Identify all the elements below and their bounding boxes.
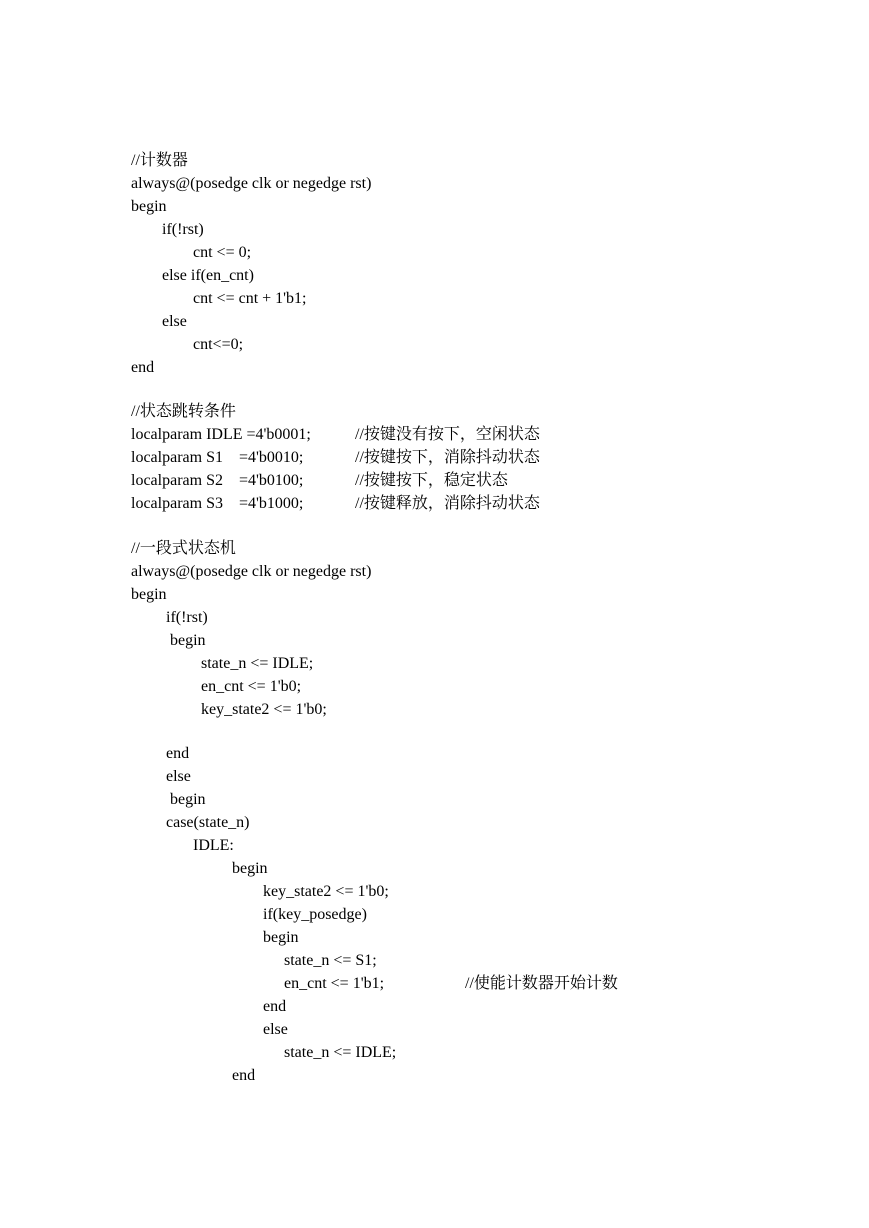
code-text: key_state2 <= 1'b0;: [263, 883, 389, 900]
code-line-fsm-idle-if: [0, 904, 367, 926]
code-text: begin: [131, 586, 167, 603]
param-comment: //按键按下，稳定状态: [355, 472, 508, 489]
code-line-fsm-idle-begin: [0, 858, 268, 880]
code-line-counter-clear: [0, 334, 244, 356]
code-line-fsm-en-cnt-reset: [0, 676, 302, 698]
code-line-param-idle: [0, 424, 540, 446]
code-line-counter-begin: [0, 196, 167, 218]
code-line-fsm-end-reset: [0, 743, 190, 765]
code-text: begin: [263, 929, 299, 946]
code-text: state_n <= IDLE;: [201, 655, 314, 672]
code-text: if(!rst): [166, 609, 208, 626]
code-line-counter-always: [0, 173, 372, 195]
code-line-fsm-idle-if-begin: [0, 927, 299, 949]
code-line-counter-end: [0, 357, 155, 379]
code-text: begin: [232, 860, 268, 877]
code-line-param-s2: [0, 470, 508, 492]
code-line-fsm-state-reset: [0, 653, 314, 675]
param-declaration: localparam S1 =4'b0010;: [131, 449, 304, 466]
code-text: key_state2 <= 1'b0;: [201, 701, 327, 718]
code-text: end: [131, 359, 155, 376]
code-line-counter-cnt-reset: [0, 242, 252, 264]
code-text: cnt <= 0;: [193, 244, 252, 261]
code-text: IDLE:: [193, 837, 234, 854]
code-line-counter-else-if: [0, 265, 254, 287]
code-line-counter-increment: [0, 288, 307, 310]
code-text: state_n <= S1;: [284, 952, 377, 969]
param-declaration: localparam S2 =4'b0100;: [131, 472, 304, 489]
code-line-fsm-case: [0, 812, 250, 834]
code-text: en_cnt <= 1'b0;: [201, 678, 302, 695]
code-line-fsm-idle-else: [0, 1019, 288, 1041]
param-declaration: localparam S3 =4'b1000;: [131, 495, 304, 512]
code-text: end: [263, 998, 287, 1015]
code-text: always@(posedge clk or negedge rst): [131, 563, 372, 580]
param-comment: //按键按下，消除抖动状态: [355, 449, 540, 466]
code-text: begin: [170, 632, 206, 649]
param-comment: //按键释放，消除抖动状态: [355, 495, 540, 512]
code-text: begin: [131, 198, 167, 215]
comment-text: //状态跳转条件: [131, 403, 236, 420]
code-text: if(!rst): [162, 221, 204, 238]
code-line-fsm-idle-state-idle: [0, 1042, 397, 1064]
param-comment: //按键没有按下，空闲状态: [355, 426, 540, 443]
code-line-fsm-idle-end: [0, 1065, 256, 1087]
code-line-fsm-comment: [0, 538, 236, 560]
code-line-fsm-idle-label: [0, 835, 234, 857]
code-line-param-s1: [0, 447, 540, 469]
code-text: en_cnt <= 1'b1;: [284, 975, 385, 992]
code-text: else: [162, 313, 187, 330]
comment-text: //使能计数器开始计数: [465, 975, 618, 992]
code-line-fsm-always: [0, 561, 372, 583]
code-line-fsm-begin-else: [0, 789, 206, 811]
code-text: if(key_posedge): [263, 906, 367, 923]
code-line-param-s3: [0, 493, 540, 515]
code-line-fsm-idle-if-end: [0, 996, 287, 1018]
code-line-params-comment: [0, 401, 236, 423]
code-line-fsm-else: [0, 766, 191, 788]
code-text: else: [263, 1021, 288, 1038]
code-text: cnt<=0;: [193, 336, 244, 353]
code-text: always@(posedge clk or negedge rst): [131, 175, 372, 192]
code-text: begin: [170, 791, 206, 808]
code-line-counter-comment: [0, 150, 188, 172]
code-text: else: [166, 768, 191, 785]
code-line-counter-else: [0, 311, 187, 333]
code-text: state_n <= IDLE;: [284, 1044, 397, 1061]
code-text: end: [166, 745, 190, 762]
code-line-fsm-idle-state-s1: [0, 950, 377, 972]
code-line-fsm-key-state2-reset: [0, 699, 327, 721]
code-text: end: [232, 1067, 256, 1084]
code-line-fsm-begin-reset: [0, 630, 206, 652]
comment-text: //一段式状态机: [131, 540, 236, 557]
code-line-counter-if-rst: [0, 219, 204, 241]
code-text: else if(en_cnt): [162, 267, 254, 284]
code-line-fsm-if-rst: [0, 607, 208, 629]
code-line-fsm-idle-en-cnt: [0, 973, 618, 995]
code-text: cnt <= cnt + 1'b1;: [193, 290, 307, 307]
param-declaration: localparam IDLE =4'b0001;: [131, 426, 311, 443]
comment-text: //计数器: [131, 152, 188, 169]
code-text: case(state_n): [166, 814, 250, 831]
code-line-fsm-begin: [0, 584, 167, 606]
code-line-fsm-idle-key-state2: [0, 881, 389, 903]
